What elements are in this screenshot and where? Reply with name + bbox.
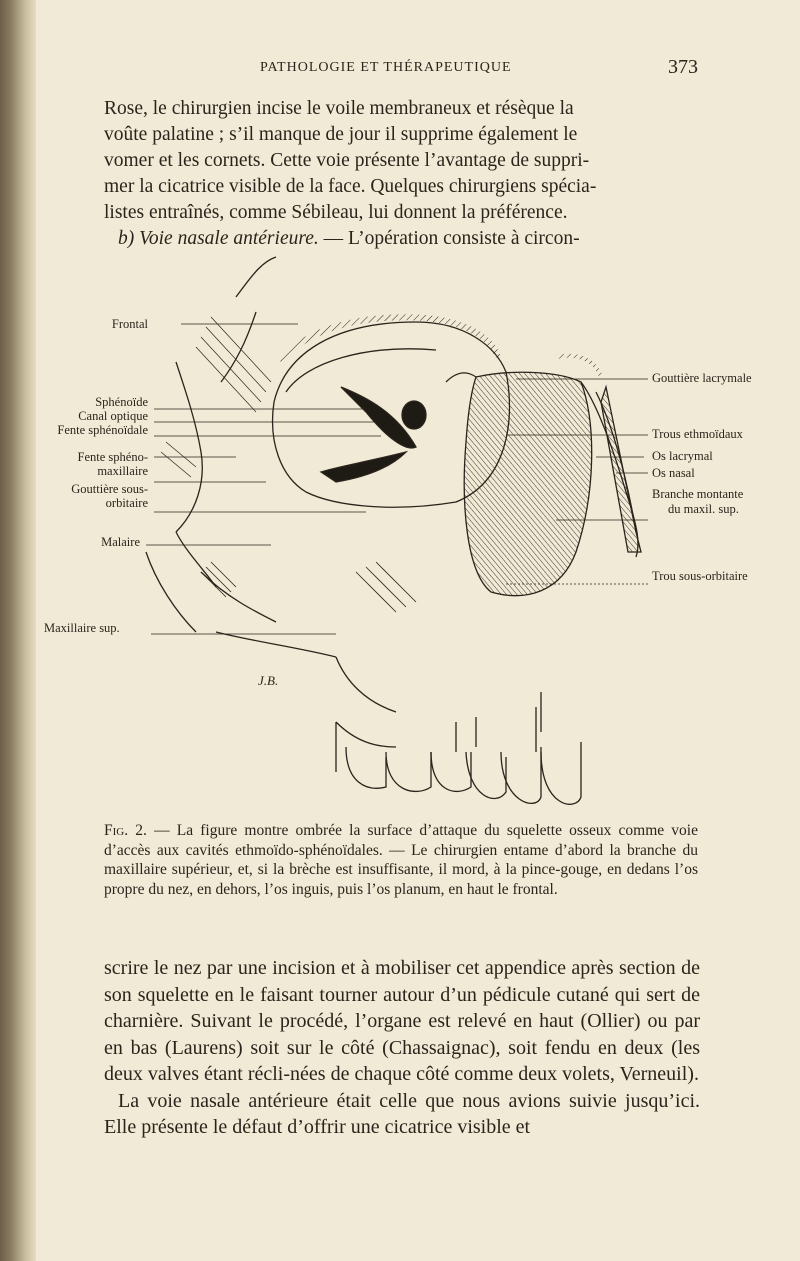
illustrator-signature: J.B.	[258, 673, 279, 688]
paragraph: La voie nasale antérieure était celle que nous avions suivie jusqu’ici. Elle présente le défaut d’offrir une cicatrice visible et	[104, 1089, 700, 1138]
body-text-top	[104, 96, 700, 252]
text-line: listes entraînés, comme Sébileau, lui donnent la préférence.	[104, 202, 568, 223]
label-gouttiere-lacrymale: Gouttière lacrymale	[652, 371, 752, 385]
label-fente-spheno-maxillaire-1: Fente sphéno-	[77, 450, 148, 464]
label-canal-optique: Canal optique	[78, 409, 148, 423]
paragraph: scrire le nez par une incision et à mobiliser cet appendice après section de son squelette en le faisant tourner autour d’un pédicule cutané qui sert de charnière. Suivant le procédé, l’organe est relevé en haut (Ollier) ou par en bas (Laurens) soit sur le côté (Chassaignac), soit fendu en deux (les deux valves étant récli-nées de chaque côté comme deux volets, Verneuil).	[104, 957, 700, 1085]
label-trou-sous-orbitaire: Trou sous-orbitaire	[652, 569, 748, 583]
section-title: Voie nasale antérieure.	[139, 228, 319, 249]
caption-text: — La figure montre ombrée la surface d’attaque du squelette osseux comme voie d’accès aux cavités ethmoïdo-sphénoïdales. — Le chirurgien entame d’abord la branche du maxillaire supérieur, et, si la brèche est insuffisante, il mord, à la pince-gouge, en dedans l’os propre du nez, en dehors, l’os inguis, puis l’os planum, en haut le frontal.	[104, 822, 698, 898]
label-branche-montante-2: du maxil. sup.	[668, 502, 739, 516]
running-header: PATHOLOGIE ET THÉRAPEUTIQUE	[260, 60, 512, 75]
label-os-lacrymal: Os lacrymal	[652, 449, 713, 463]
label-maxillaire-sup: Maxillaire sup.	[44, 621, 120, 635]
section-marker: b)	[118, 228, 135, 249]
section-rest: — L’opération consiste à circon-	[318, 228, 580, 249]
text-line: mer la cicatrice visible de la face. Quelques chirurgiens spécia-	[104, 176, 597, 197]
label-fente-sphenoidale: Fente sphénoïdale	[57, 423, 148, 437]
text-line: vomer et les cornets. Cette voie présente l’avantage de suppri-	[104, 150, 590, 171]
figure-label: Fig. 2.	[104, 822, 147, 839]
label-gouttiere-sous-orbitaire-2: orbitaire	[105, 496, 148, 510]
label-branche-montante-1: Branche montante	[652, 487, 744, 501]
body-text-bottom	[104, 955, 700, 1141]
label-sphenoide: Sphénoïde	[95, 395, 148, 409]
label-gouttiere-sous-orbitaire-1: Gouttière sous-	[71, 482, 148, 496]
page-number: 373	[668, 56, 698, 78]
label-os-nasal: Os nasal	[652, 466, 695, 480]
label-fente-spheno-maxillaire-2: maxillaire	[97, 464, 148, 478]
label-trous-ethmoidaux: Trous ethmoïdaux	[652, 427, 743, 441]
label-malaire: Malaire	[101, 535, 140, 549]
section-heading-line	[104, 226, 700, 252]
figure-caption	[104, 821, 698, 899]
anatomical-figure	[36, 252, 800, 817]
text-line: Rose, le chirurgien incise le voile membraneux et résèque la	[104, 98, 574, 119]
skull-illustration	[36, 252, 800, 817]
text-line: voûte palatine ; s’il manque de jour il supprime également le	[104, 124, 578, 145]
label-frontal: Frontal	[111, 317, 148, 331]
